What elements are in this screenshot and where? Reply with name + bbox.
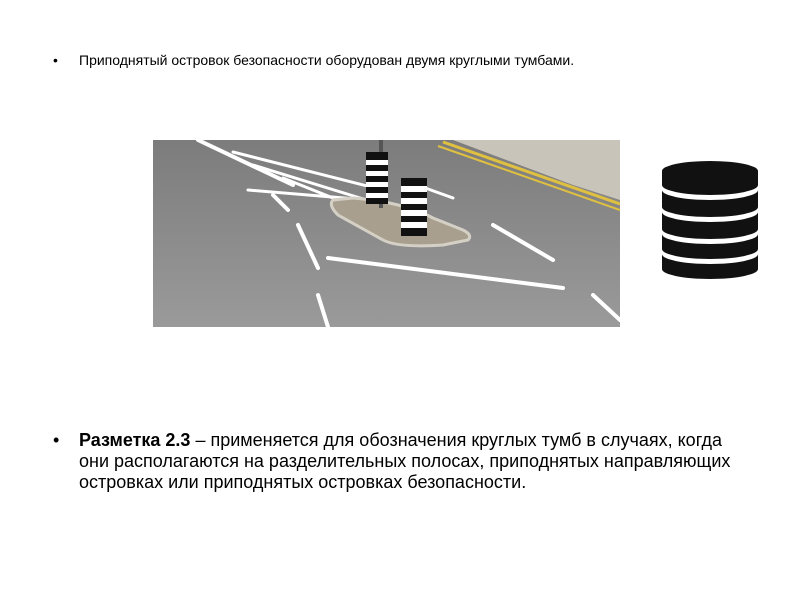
bullet-marker: • xyxy=(53,430,60,450)
bullet-marker: • xyxy=(53,52,58,68)
caption-text: Приподнятый островок безопасности оборудован двумя круглыми тумбами. xyxy=(79,52,575,68)
marking-description: – применяется для обозначения круглых тумб в случаях, когда они располагаются на разделительных полосах, приподнятых направляющих островках или приподнятых островках безопасности. xyxy=(79,430,731,492)
caption-bullet xyxy=(53,51,753,69)
marking-bullet xyxy=(53,430,743,493)
road-photo-icon xyxy=(153,140,620,327)
marking-term: Разметка 2.3 xyxy=(79,430,191,450)
bollard-marking-icon xyxy=(662,161,758,281)
bollard-back xyxy=(366,152,388,204)
bollard-front xyxy=(401,178,427,236)
marking-text xyxy=(79,430,743,493)
